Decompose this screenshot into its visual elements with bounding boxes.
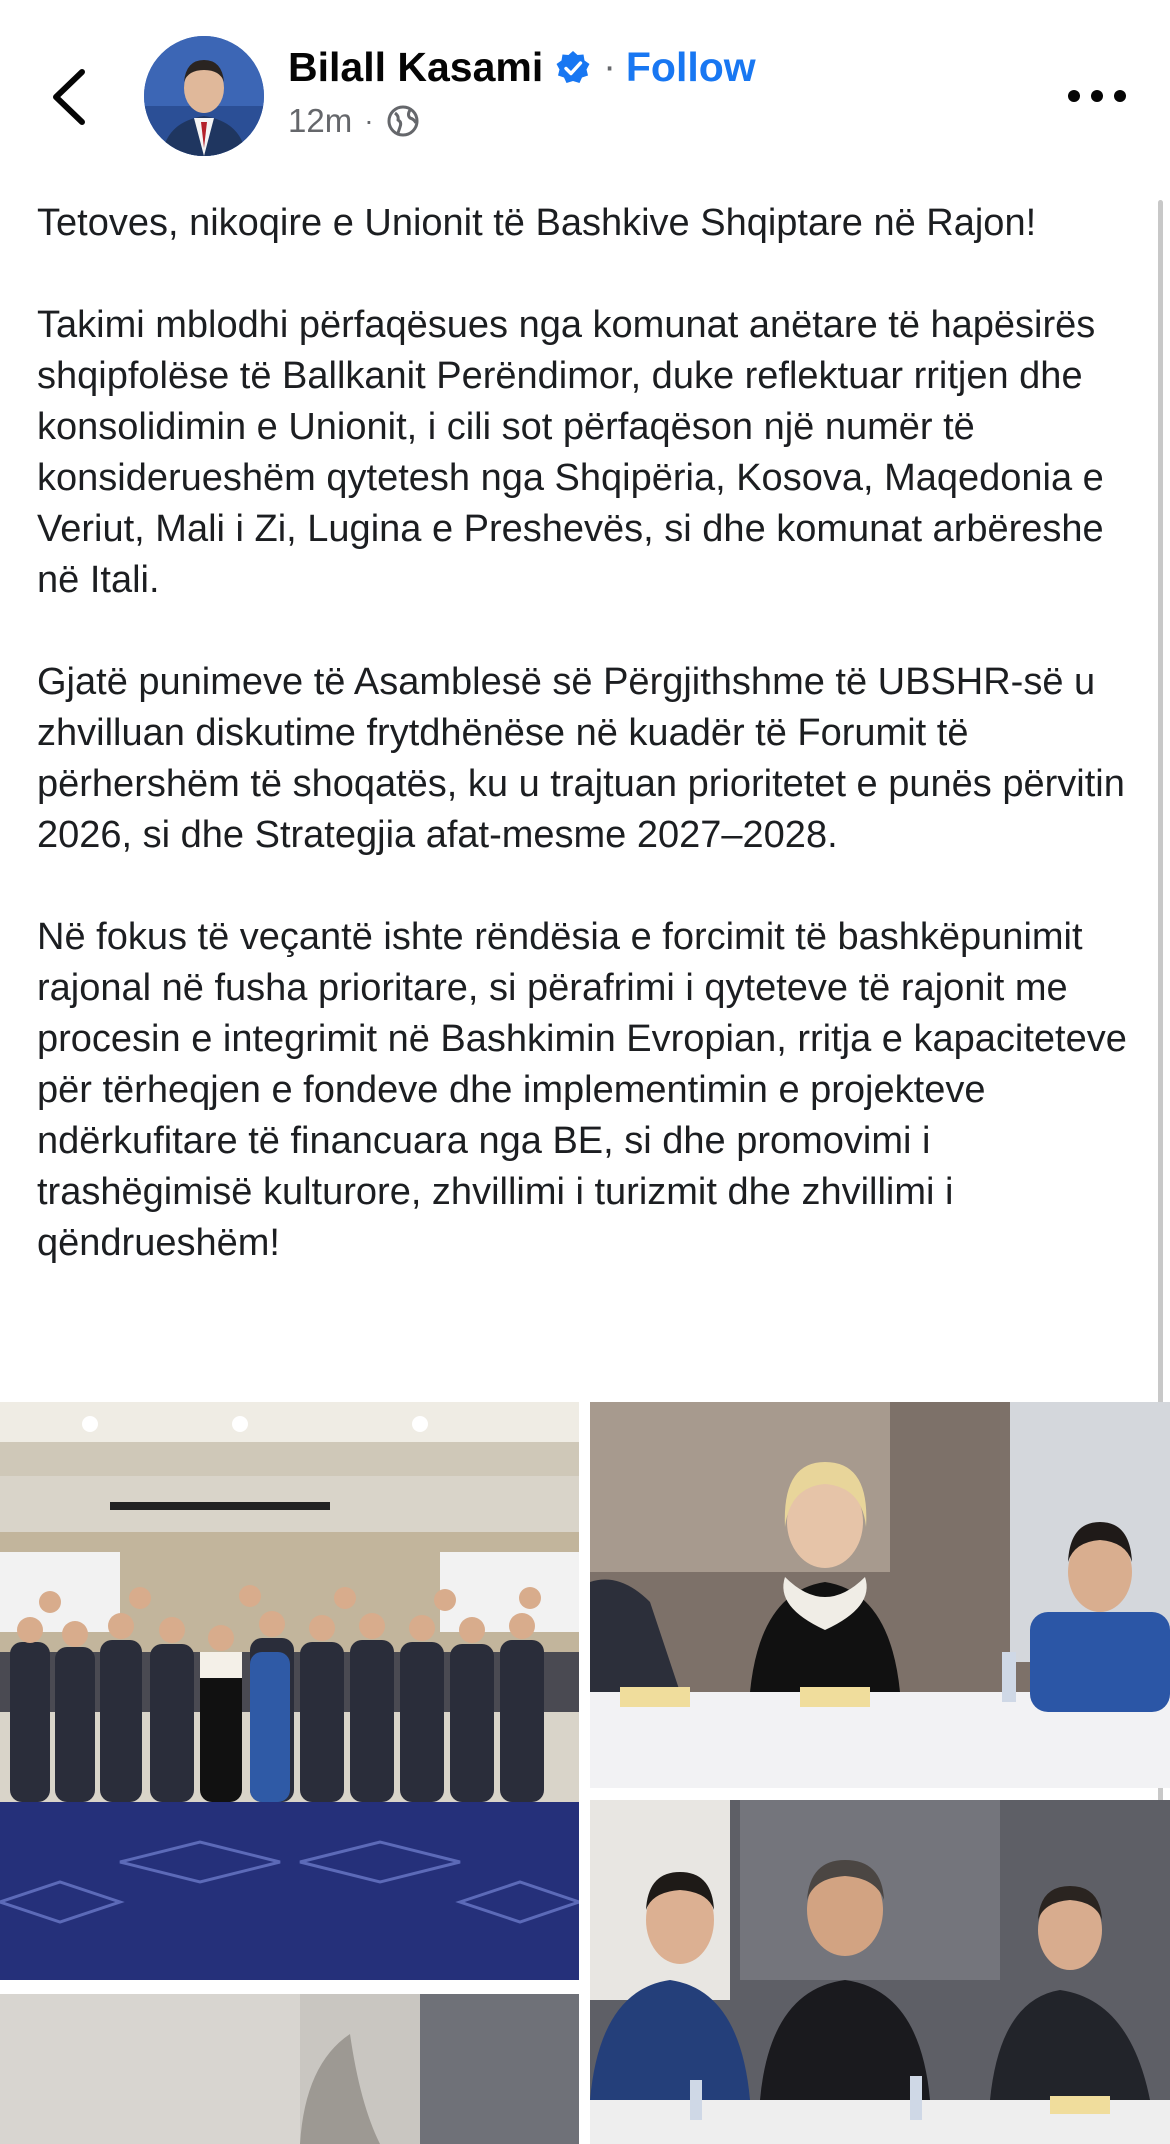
photo-additional[interactable] xyxy=(0,1994,579,2144)
post-paragraph-4: Në fokus të veçantë ishte rëndësia e forcimit të bashkëpunimit rajonal në fusha prioritare, si përafrimi i qyteteve të rajonit me procesin e integrimit në Bashkimin Evropian, rritja e kapaciteteve për tërheqjen e fondeve dhe implementimin e projekteve ndërkufitare të financuara nga BE, si dhe promovimi i trashëgimisë kulturore, zhvillimi i turizmit dhe zhvillimi i qëndrueshëm! xyxy=(37,916,1127,1264)
more-horizontal-icon xyxy=(1066,76,1128,116)
post-text xyxy=(37,198,1147,1320)
timestamp[interactable]: 12m xyxy=(288,102,353,139)
avatar[interactable] xyxy=(144,36,264,156)
post-meta xyxy=(288,102,420,140)
meta-separator: · xyxy=(364,105,374,136)
author-line xyxy=(288,44,756,91)
back-button[interactable] xyxy=(44,62,100,132)
post-paragraph-3: Gjatë punimeve të Asamblesë së Përgjithshme të UBSHR-së u zhvilluan diskutime frytdhënëse në kuadër të Forumit të përhershëm të shoqatës, ku u trajtuan prioritetet e punës përvitin 2026, si dhe Strategjia afat-mesme 2027–2028. xyxy=(37,661,1125,856)
verified-badge-icon xyxy=(555,50,591,86)
photo-grid xyxy=(0,1402,1170,2144)
follow-button[interactable]: Follow xyxy=(625,44,756,90)
globe-icon xyxy=(386,104,420,138)
post-paragraph-2: Takimi mblodhi përfaqësues nga komunat anëtare të hapësirës shqipfolëse të Ballkanit Perëndimor, duke reflektuar rritjen dhe konsolidimin e Unionit, i cili sot përfaqëson një numër të konsiderueshëm qytetesh nga Shqipëria, Kosova, Maqedonia e Veriut, Mali i Zi, Lugina e Preshevës, si dhe komunat arbëreshe në Itali. xyxy=(37,304,1104,601)
more-options-button[interactable] xyxy=(1066,76,1128,116)
photo-speaker[interactable] xyxy=(590,1402,1170,1788)
photo-meeting-table[interactable] xyxy=(590,1800,1170,2144)
post-header xyxy=(0,0,1170,170)
chevron-left-icon xyxy=(44,62,100,132)
post-paragraph-1: Tetoves, nikoqire e Unionit të Bashkive Shqiptare në Rajon! xyxy=(37,202,1037,244)
author-name[interactable]: Bilall Kasami xyxy=(288,44,544,90)
separator-dot: · xyxy=(603,46,616,88)
photo-group[interactable] xyxy=(0,1402,579,1980)
